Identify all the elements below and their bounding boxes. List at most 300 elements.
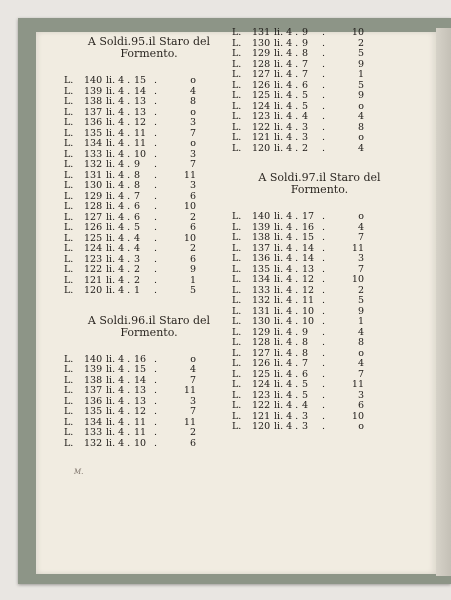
table-cell: 8: [357, 121, 364, 133]
table-cell: li. 4 .: [274, 326, 299, 338]
table-cell: 122: [84, 264, 103, 275]
table-cell: 3: [302, 121, 309, 133]
table-cell: 11: [183, 169, 196, 181]
table-cell: .: [322, 121, 326, 133]
table-row: [64, 386, 234, 397]
table-cell: 5: [357, 48, 364, 59]
table-cell: 7: [357, 263, 364, 275]
table-row: [64, 407, 234, 418]
table-cell: li. 4 .: [274, 263, 299, 275]
table-cell: 9: [357, 58, 364, 70]
table-cell: 134: [252, 274, 271, 285]
table-cell: 123: [84, 253, 103, 265]
table-row: [64, 439, 234, 450]
table-cell: L.: [64, 96, 74, 107]
table-cell: 6: [302, 368, 309, 380]
table-cell: L.: [232, 326, 242, 338]
table-cell: 9: [189, 264, 196, 275]
table-cell: L.: [64, 159, 74, 170]
table-cell: 134: [84, 416, 103, 428]
table-row: [64, 181, 234, 192]
table-cell: 4: [302, 400, 309, 411]
table-cell: 10: [183, 201, 196, 212]
table-cell: .: [322, 410, 326, 422]
table-cell: L.: [64, 180, 74, 191]
table-cell: 12: [302, 274, 315, 285]
table-cell: o: [358, 421, 364, 432]
table-cell: 138: [84, 374, 103, 386]
table-cell: L.: [232, 58, 242, 70]
table-row: [64, 76, 234, 87]
table-cell: 7: [302, 358, 309, 369]
table-cell: 15: [134, 75, 147, 86]
table-cell: li. 4 .: [106, 96, 131, 107]
section-heading-line: Formento.: [120, 47, 178, 60]
table-cell: o: [190, 75, 196, 86]
table-cell: L.: [64, 243, 74, 254]
right-column: [232, 28, 407, 433]
table-cell: 6: [189, 437, 196, 449]
table-row: [64, 139, 234, 150]
table-cell: li. 4 .: [274, 305, 299, 317]
table-cell: li. 4 .: [274, 379, 299, 390]
table-cell: li. 4 .: [274, 79, 299, 91]
table-cell: 5: [302, 389, 309, 401]
table-cell: .: [154, 406, 158, 417]
table-cell: L.: [232, 79, 242, 91]
table-cell: .: [154, 201, 158, 212]
table-cell: li. 4 .: [274, 253, 299, 264]
table-cell: .: [322, 368, 326, 380]
table-cell: li. 4 .: [106, 127, 131, 139]
table-cell: .: [154, 437, 158, 449]
table-cell: 6: [189, 253, 196, 265]
table-cell: 4: [134, 232, 141, 244]
table-cell: L.: [232, 242, 242, 254]
section-heading: [232, 172, 407, 196]
table-cell: 4: [189, 364, 196, 375]
table-row: [64, 118, 234, 129]
table-cell: .: [322, 358, 326, 369]
table-cell: 120: [252, 142, 271, 154]
table-cell: 4: [357, 142, 364, 154]
table-cell: L.: [232, 284, 242, 296]
table-cell: 8: [357, 337, 364, 348]
table-cell: L.: [232, 48, 242, 59]
table-cell: 138: [252, 232, 271, 243]
table-cell: .: [322, 337, 326, 348]
table-cell: 140: [84, 75, 103, 86]
table-cell: .: [154, 127, 158, 139]
table-cell: li. 4 .: [106, 159, 131, 170]
table-cell: .: [154, 416, 158, 428]
table-cell: 135: [84, 127, 103, 139]
table-cell: .: [322, 79, 326, 91]
table-cell: L.: [232, 316, 242, 327]
table-cell: li. 4 .: [106, 374, 131, 386]
table-cell: 137: [252, 242, 271, 254]
table-cell: 133: [84, 148, 103, 160]
table-cell: 3: [302, 410, 309, 422]
table-cell: L.: [232, 37, 242, 49]
table-cell: li. 4 .: [106, 385, 131, 396]
table-cell: 127: [252, 347, 271, 359]
table-cell: .: [154, 96, 158, 107]
table-cell: 122: [252, 400, 271, 411]
table-row: [232, 91, 407, 102]
table-cell: 131: [84, 169, 103, 181]
table-cell: .: [154, 395, 158, 407]
table-cell: L.: [64, 127, 74, 139]
table-cell: .: [154, 148, 158, 160]
table-cell: L.: [232, 253, 242, 264]
table-row: [64, 428, 234, 439]
table-cell: 123: [252, 111, 271, 122]
table-cell: 9: [302, 27, 309, 38]
table-cell: 6: [134, 201, 141, 212]
table-cell: .: [154, 353, 158, 365]
table-cell: .: [154, 427, 158, 438]
table-cell: L.: [64, 437, 74, 449]
table-cell: L.: [232, 400, 242, 411]
table-cell: 5: [357, 79, 364, 91]
table-cell: 10: [351, 274, 364, 285]
table-cell: 126: [252, 358, 271, 369]
table-cell: L.: [232, 211, 242, 222]
table-cell: li. 4 .: [106, 117, 131, 128]
table-cell: 128: [84, 201, 103, 212]
table-row: [64, 160, 234, 171]
table-cell: li. 4 .: [106, 406, 131, 417]
table-row: [64, 202, 234, 213]
table-cell: .: [154, 274, 158, 286]
table-cell: 125: [252, 90, 271, 101]
table-row: [64, 286, 234, 297]
table-cell: 13: [134, 395, 147, 407]
table-cell: .: [322, 305, 326, 317]
table-cell: .: [322, 90, 326, 101]
table-row: [232, 422, 407, 433]
table-cell: 125: [252, 368, 271, 380]
table-cell: 8: [134, 169, 141, 181]
section-heading: [64, 36, 234, 60]
table-cell: o: [190, 138, 196, 149]
table-cell: 2: [134, 264, 141, 275]
table-cell: li. 4 .: [106, 138, 131, 149]
table-cell: L.: [232, 368, 242, 380]
table-cell: li. 4 .: [106, 169, 131, 181]
section-heading-line: A Soldi.97.il Staro del: [258, 171, 381, 184]
table-cell: 134: [84, 138, 103, 149]
table-row: [64, 265, 234, 276]
table-cell: li. 4 .: [274, 90, 299, 101]
table-cell: 130: [84, 180, 103, 191]
table-cell: .: [322, 242, 326, 254]
table-cell: L.: [232, 347, 242, 359]
table-cell: 135: [84, 406, 103, 417]
table-cell: 129: [252, 326, 271, 338]
table-cell: 16: [302, 221, 315, 233]
table-row: [232, 380, 407, 391]
table-cell: 127: [252, 69, 271, 80]
table-cell: 9: [134, 159, 141, 170]
table-cell: 5: [302, 100, 309, 112]
table-row: [232, 70, 407, 81]
table-cell: li. 4 .: [106, 148, 131, 160]
table-cell: 11: [134, 127, 147, 139]
table-cell: 140: [84, 353, 103, 365]
table-cell: .: [154, 264, 158, 275]
table-row: [232, 254, 407, 265]
table-cell: 132: [252, 295, 271, 306]
table-cell: 4: [189, 85, 196, 97]
table-cell: 4: [134, 243, 141, 254]
table-cell: 128: [252, 58, 271, 70]
table-cell: 3: [357, 389, 364, 401]
table-cell: .: [154, 385, 158, 396]
table-cell: 127: [84, 211, 103, 223]
table-cell: L.: [232, 27, 242, 38]
table-cell: 12: [302, 284, 315, 296]
table-cell: li. 4 .: [106, 211, 131, 223]
table-cell: 2: [134, 274, 141, 286]
table-cell: L.: [232, 379, 242, 390]
table-cell: .: [322, 389, 326, 401]
table-cell: 2: [357, 284, 364, 296]
table-cell: .: [154, 190, 158, 202]
margin-mark: M.: [74, 468, 84, 476]
table-cell: 1: [357, 316, 364, 327]
table-cell: li. 4 .: [274, 347, 299, 359]
table-cell: 1: [357, 69, 364, 80]
table-cell: 13: [302, 263, 315, 275]
table-cell: 7: [189, 159, 196, 170]
table-cell: o: [190, 353, 196, 365]
table-row: [232, 28, 407, 39]
table-row: [232, 317, 407, 328]
table-cell: 14: [302, 242, 315, 254]
section-spacer: [232, 154, 407, 164]
table-cell: 132: [84, 159, 103, 170]
table-cell: 7: [189, 127, 196, 139]
section-heading: [64, 315, 234, 339]
table-cell: 13: [134, 385, 147, 396]
table-cell: 2: [302, 142, 309, 154]
table-cell: li. 4 .: [106, 416, 131, 428]
table-cell: 14: [134, 374, 147, 386]
table-cell: L.: [64, 75, 74, 86]
table-cell: 121: [84, 274, 103, 286]
table-cell: 121: [252, 132, 271, 143]
table-cell: .: [154, 180, 158, 191]
table-cell: 3: [189, 180, 196, 191]
section-heading-line: Formento.: [290, 183, 349, 196]
table-cell: li. 4 .: [106, 75, 131, 86]
table-cell: 4: [357, 221, 364, 233]
table-cell: li. 4 .: [274, 337, 299, 348]
table-row: [232, 338, 407, 349]
table-cell: 126: [84, 222, 103, 233]
table-cell: L.: [64, 395, 74, 407]
table-cell: 11: [134, 416, 147, 428]
table-row: [232, 144, 407, 155]
table-cell: .: [322, 347, 326, 359]
table-cell: L.: [232, 295, 242, 306]
table-cell: li. 4 .: [274, 121, 299, 133]
table-cell: 7: [302, 58, 309, 70]
table-cell: .: [154, 106, 158, 118]
table-cell: .: [322, 263, 326, 275]
table-row: [232, 275, 407, 286]
table-cell: L.: [232, 132, 242, 143]
table-row: [232, 49, 407, 60]
table-cell: li. 4 .: [106, 264, 131, 275]
table-cell: 13: [134, 96, 147, 107]
table-cell: li. 4 .: [106, 180, 131, 191]
table-cell: li. 4 .: [274, 111, 299, 122]
table-cell: 17: [302, 211, 315, 222]
table-cell: 5: [302, 90, 309, 101]
table-cell: li. 4 .: [274, 242, 299, 254]
table-cell: .: [322, 400, 326, 411]
table-cell: 139: [84, 85, 103, 97]
table-cell: li. 4 .: [106, 190, 131, 202]
table-cell: 4: [357, 326, 364, 338]
table-cell: .: [322, 142, 326, 154]
table-cell: 3: [189, 148, 196, 160]
table-cell: li. 4 .: [274, 58, 299, 70]
table-cell: li. 4 .: [106, 201, 131, 212]
table-cell: L.: [232, 358, 242, 369]
table-cell: 1: [189, 274, 196, 286]
table-cell: 7: [189, 374, 196, 386]
table-cell: 15: [302, 232, 315, 243]
table-cell: .: [154, 222, 158, 233]
table-cell: li. 4 .: [274, 27, 299, 38]
table-cell: 3: [189, 117, 196, 128]
table-row: [64, 97, 234, 108]
table-cell: li. 4 .: [106, 427, 131, 438]
table-cell: .: [322, 211, 326, 222]
table-cell: 11: [302, 295, 315, 306]
table-cell: L.: [64, 169, 74, 181]
table-row: [64, 223, 234, 234]
section-heading-line: A Soldi.96.il Staro del: [87, 313, 211, 327]
table-row: [232, 401, 407, 412]
table-cell: L.: [232, 142, 242, 154]
table-cell: li. 4 .: [106, 106, 131, 118]
table-cell: .: [154, 169, 158, 181]
table-cell: 4: [357, 111, 364, 122]
left-column: [64, 28, 234, 449]
table-cell: li. 4 .: [106, 285, 131, 296]
table-cell: 10: [302, 316, 315, 327]
table-row: [232, 359, 407, 370]
table-cell: 8: [134, 180, 141, 191]
table-cell: 120: [252, 421, 271, 432]
table-cell: 3: [134, 253, 141, 265]
table-cell: li. 4 .: [274, 48, 299, 59]
table-cell: 125: [84, 232, 103, 244]
table-cell: 5: [357, 295, 364, 306]
table-cell: .: [322, 295, 326, 306]
table-cell: L.: [232, 337, 242, 348]
table-cell: .: [154, 285, 158, 296]
table-cell: 136: [84, 395, 103, 407]
table-cell: 129: [84, 190, 103, 202]
table-cell: L.: [232, 263, 242, 275]
table-cell: .: [322, 232, 326, 243]
table-cell: 140: [252, 211, 271, 222]
table-cell: 124: [252, 379, 271, 390]
table-cell: li. 4 .: [274, 221, 299, 233]
table-cell: L.: [232, 90, 242, 101]
table-cell: 122: [252, 121, 271, 133]
table-cell: L.: [232, 111, 242, 122]
table-cell: 11: [134, 138, 147, 149]
table-cell: 6: [302, 79, 309, 91]
table-cell: .: [322, 284, 326, 296]
table-cell: 15: [134, 364, 147, 375]
table-cell: 6: [134, 211, 141, 223]
table-cell: li. 4 .: [106, 85, 131, 97]
table-cell: 11: [183, 416, 196, 428]
table-cell: 138: [84, 96, 103, 107]
table-cell: L.: [64, 232, 74, 244]
table-cell: .: [322, 379, 326, 390]
table-cell: 124: [252, 100, 271, 112]
table-cell: L.: [64, 285, 74, 296]
table-cell: L.: [232, 274, 242, 285]
table-cell: .: [322, 48, 326, 59]
table-cell: .: [322, 253, 326, 264]
table-cell: 6: [357, 400, 364, 411]
table-cell: L.: [64, 274, 74, 286]
table-cell: 4: [302, 111, 309, 122]
table-cell: 7: [357, 368, 364, 380]
table-cell: L.: [232, 221, 242, 233]
section-spacer: [64, 297, 234, 307]
table-cell: 135: [252, 263, 271, 275]
table-cell: 12: [134, 117, 147, 128]
table-cell: li. 4 .: [274, 274, 299, 285]
table-cell: L.: [64, 253, 74, 265]
table-cell: 2: [189, 211, 196, 223]
table-cell: 9: [357, 90, 364, 101]
table-cell: o: [358, 132, 364, 143]
table-cell: L.: [64, 85, 74, 97]
table-cell: L.: [64, 427, 74, 438]
table-cell: 10: [134, 148, 147, 160]
table-cell: L.: [64, 201, 74, 212]
table-cell: li. 4 .: [274, 358, 299, 369]
table-cell: 7: [357, 232, 364, 243]
table-cell: li. 4 .: [106, 222, 131, 233]
table-cell: 9: [357, 305, 364, 317]
table-cell: L.: [64, 117, 74, 128]
table-row: [232, 112, 407, 123]
table-cell: L.: [232, 410, 242, 422]
table-cell: 3: [302, 132, 309, 143]
table-cell: .: [322, 421, 326, 432]
table-cell: 139: [252, 221, 271, 233]
table-cell: .: [322, 69, 326, 80]
table-cell: .: [154, 159, 158, 170]
table-cell: .: [154, 117, 158, 128]
table-cell: li. 4 .: [274, 69, 299, 80]
table-cell: .: [322, 100, 326, 112]
table-cell: .: [154, 138, 158, 149]
